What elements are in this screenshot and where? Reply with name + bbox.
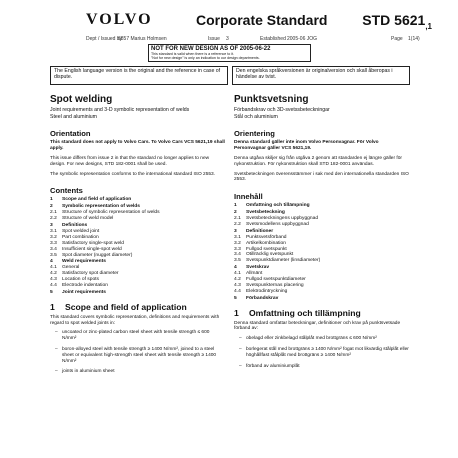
toc-en	[50, 197, 225, 296]
toc-entry-title: Satisfactory spot diameter	[62, 271, 119, 277]
toc-entry-title: Förbandskrav	[246, 295, 279, 301]
standard-number	[362, 12, 432, 31]
toc-entry	[50, 197, 225, 203]
toc-entry-title: Definitions	[62, 223, 88, 229]
toc-entry-title: General	[62, 265, 80, 271]
section-1-text-sv: Denna standard omfattar beteckningar, definitioner och krav på punktsvetsade förband av:	[234, 320, 401, 332]
subtitle2-en: Steel and aluminium	[50, 114, 98, 121]
standard-number-main: STD 5621	[362, 12, 426, 28]
section-1-title-sv: Omfattning och tillämpning	[249, 307, 361, 318]
section-1-heading-sv	[234, 308, 409, 318]
toc-entry-title: Svetsbeteckning	[246, 210, 285, 216]
toc-entry-title: Elektrodintryckning	[246, 288, 288, 294]
toc-entry-number: 4.1	[234, 271, 241, 277]
toc-entry-number: 4	[50, 259, 53, 265]
toc-entry-title: Svetsbeteckningens uppbyggnad	[246, 216, 319, 221]
toc-entry-title: Svetspunkternas placering	[246, 282, 304, 288]
subtitle-en: Joint requirements and 3-D symbolic representation of welds	[50, 107, 190, 113]
section-1-heading-en	[50, 302, 225, 312]
toc-entry-number: 3.1	[50, 228, 57, 234]
subtitle2-sv: Stål och aluminium	[234, 114, 278, 121]
toc-entry-title: Definitioner	[246, 228, 274, 234]
swedish-column	[234, 94, 409, 374]
toc-entry-title: Joint requirements	[62, 289, 107, 295]
orientation-heading-sv: Orientering	[234, 129, 275, 139]
toc-entry-title: Spot welded joint	[62, 228, 100, 234]
toc-entry	[234, 203, 409, 209]
orientation-p3-en: The symbolic representation conforms to the international standard ISO 2553.	[50, 171, 216, 177]
toc-entry	[234, 296, 409, 302]
section-1-title-en: Scope and field of application	[65, 301, 187, 312]
toc-entry-number: 3.3	[50, 240, 57, 246]
toc-entry	[234, 222, 409, 228]
toc-entry-number: 2	[50, 204, 53, 210]
scope-item-en: – joints in aluminium sheet	[62, 369, 225, 375]
toc-entry-title: Fullgod svetspunktdiameter	[246, 277, 306, 283]
toc-entry-title: Punktsvetsförband	[246, 234, 287, 240]
subtitle-sv: Förbandskrav och 3D-svetssbeteckningar	[234, 107, 330, 113]
toc-entry-number: 4.1	[50, 265, 57, 271]
toc-entry-number: 2.2	[50, 216, 57, 222]
title-sv: Punktsvetsning	[234, 94, 309, 105]
toc-entry-number: 1	[50, 197, 53, 203]
section-1-number-en: 1	[50, 301, 55, 312]
toc-entry-number: 4.2	[50, 271, 57, 277]
toc-entry-title: Location of spots	[62, 277, 99, 283]
toc-entry-number: 1	[234, 203, 237, 209]
toc-entry-number: 4.3	[234, 282, 241, 288]
toc-sv	[234, 203, 409, 302]
toc-entry-number: 3.3	[234, 246, 241, 252]
scope-item-sv: – borlegerat stål med brottgräns ≥ 1400 N/mm² fogat mot likvärdig stålplåt eller höghållfast stålplåt med brottgräns ≥ 1400 N/mm²	[246, 347, 409, 359]
toc-entry-title: Svetsmodellens uppbyggnad	[246, 221, 309, 227]
toc-entry-title: Allmänt	[246, 271, 263, 277]
orientation-heading-en: Orientation	[50, 129, 91, 139]
toc-entry-title: Weld requirements	[62, 259, 106, 265]
issue-label: Issue	[208, 36, 220, 42]
toc-entry-number: 2.1	[50, 210, 57, 216]
scope-item-en: – uncoated or zinc-plated carbon steel sheet with tensile strength ≤ 600 N/mm²	[62, 330, 225, 342]
language-note-en: The English language version is the original and the reference in case of dispute.	[50, 66, 228, 85]
not-for-new-design-notice	[148, 44, 311, 62]
notice-line-2: "Not for new design" is only an indication to our design departments.	[151, 56, 260, 60]
toc-entry-number: 3	[50, 223, 53, 229]
section-1-text-en: This standard covers symbolic representation, definitions and requirements with regard to spot welded joints in:	[50, 314, 220, 326]
toc-entry	[234, 258, 409, 264]
standard-number-suffix: ,1	[425, 21, 432, 31]
toc-entry-title: Insufficient single-spot weld	[62, 246, 122, 252]
toc-entry-number: 4.3	[50, 277, 57, 283]
issue-value: 3	[226, 36, 229, 42]
toc-entry-number: 3.5	[50, 252, 57, 258]
toc-entry-title: Fullgod svetspunkt	[246, 246, 287, 252]
scope-list-en	[50, 330, 225, 375]
toc-entry-number: 3.1	[234, 234, 241, 240]
toc-entry-number: 2	[234, 210, 237, 216]
language-note-sv: Den engelska språkversionen är originalversion och skall åberopas i händelse av tvist.	[232, 66, 410, 85]
notice-line-1: This standard is valid when there is a reference to it.	[151, 52, 235, 56]
toc-entry-number: 2.1	[234, 216, 241, 221]
toc-entry-number: 3.2	[50, 234, 57, 240]
toc-entry-title: Spot diameter (nugget diameter)	[62, 252, 133, 258]
toc-entry	[50, 283, 225, 289]
toc-entry-number: 3.4	[50, 246, 57, 252]
toc-entry-title: Svetspunktdiameter (linsdiameter)	[246, 258, 321, 264]
toc-entry-number: 3.4	[234, 252, 241, 258]
orientation-p1-en: This standard does not apply to Volvo Cars. To Volvo Cars VCS 5621,19 shall apply.	[50, 140, 225, 152]
toc-entry-title: Symbolic representation of welds	[62, 204, 140, 210]
dept-value: 6857 Marius Holmsen	[118, 36, 167, 42]
established-label: Established	[260, 36, 286, 42]
notice-title: NOT FOR NEW DESIGN AS OF 2005-06-22	[151, 46, 271, 52]
scope-item-sv: – obelagd eller zinkbelagd stålplåt med brottgräns ≤ 600 N/mm²	[246, 336, 409, 342]
scope-item-sv: – förband av aluminiumplåt	[246, 364, 409, 370]
section-1-number-sv: 1	[234, 307, 239, 318]
toc-entry-number: 3.5	[234, 258, 241, 264]
title-en: Spot welding	[50, 94, 113, 105]
toc-entry-number: 4.4	[234, 288, 241, 294]
page-header	[86, 10, 432, 32]
toc-entry	[234, 289, 409, 295]
toc-entry-number: 3	[234, 228, 237, 234]
toc-entry-title: Part combination	[62, 234, 99, 240]
volvo-logo: VOLVO	[86, 11, 153, 28]
toc-entry-title: Artikelkombination	[246, 240, 286, 246]
toc-entry-number: 2.2	[234, 221, 241, 227]
toc-entry	[50, 216, 225, 222]
toc-entry-number: 4.4	[50, 283, 57, 289]
orientation-p2-en: This issue differs from issue 2 in that the standard no longer applies to new design. For new designs, STD 182-0001 shall be used.	[50, 156, 210, 167]
page-value: 1(14)	[408, 36, 420, 42]
orientation-p1-sv: Denna standard gäller inte inom Volvo Personvagnar. För Volvo Personvagnar gäller VCS 5621,19.	[234, 140, 379, 152]
contents-heading-sv: Innehåll	[234, 192, 263, 202]
orientation-p3-sv: Svetsbeteckningen överensstämmer i sak med den internationella standarden ISO 2553.	[234, 171, 409, 183]
orientation-p2-sv: Denna utgåva skiljer sig från utgåva 2 genom att standarden ej längre gäller för nykonstruktion. För nykonstruktion skall STD 182-0001 användas.	[234, 156, 402, 167]
dept-label: Dept / Issued by	[86, 36, 123, 42]
toc-entry-number: 4	[234, 265, 237, 271]
english-column	[50, 94, 225, 380]
toc-entry-title: Otillräcklig svetspunkt	[246, 252, 294, 258]
toc-entry-number: 5	[50, 289, 53, 295]
toc-entry	[50, 253, 225, 259]
scope-list-sv	[234, 336, 409, 369]
toc-entry-title: Omfattning och tillämpning	[246, 203, 310, 209]
established-value: 2005-06 JOG	[287, 36, 318, 42]
toc-entry	[50, 290, 225, 296]
toc-entry-title: Structure of weld model	[62, 216, 114, 222]
contents-heading-en: Contents	[50, 186, 83, 196]
toc-entry-title: Structure of symbolic representation of welds	[62, 210, 160, 216]
toc-entry-title: Svetskrav	[246, 265, 270, 271]
corporate-standard-label: Corporate Standard	[196, 12, 328, 28]
toc-entry-title: Electrode indentation	[62, 283, 108, 289]
toc-entry-title: Satisfactory single-spot weld	[62, 240, 124, 246]
toc-entry-number: 4.2	[234, 277, 241, 283]
page-label: Page	[391, 36, 403, 42]
scope-item-en: – boron-alloyed steel with tensile strength ≥ 1400 N/mm², joined to a steel sheet or equivalent high-strength steel sheet with tensile strength ≥ 1400 N/mm²	[62, 347, 225, 364]
toc-entry-number: 5	[234, 295, 237, 301]
toc-entry-title: Scope and field of application	[62, 197, 132, 203]
toc-entry-number: 3.2	[234, 240, 241, 246]
